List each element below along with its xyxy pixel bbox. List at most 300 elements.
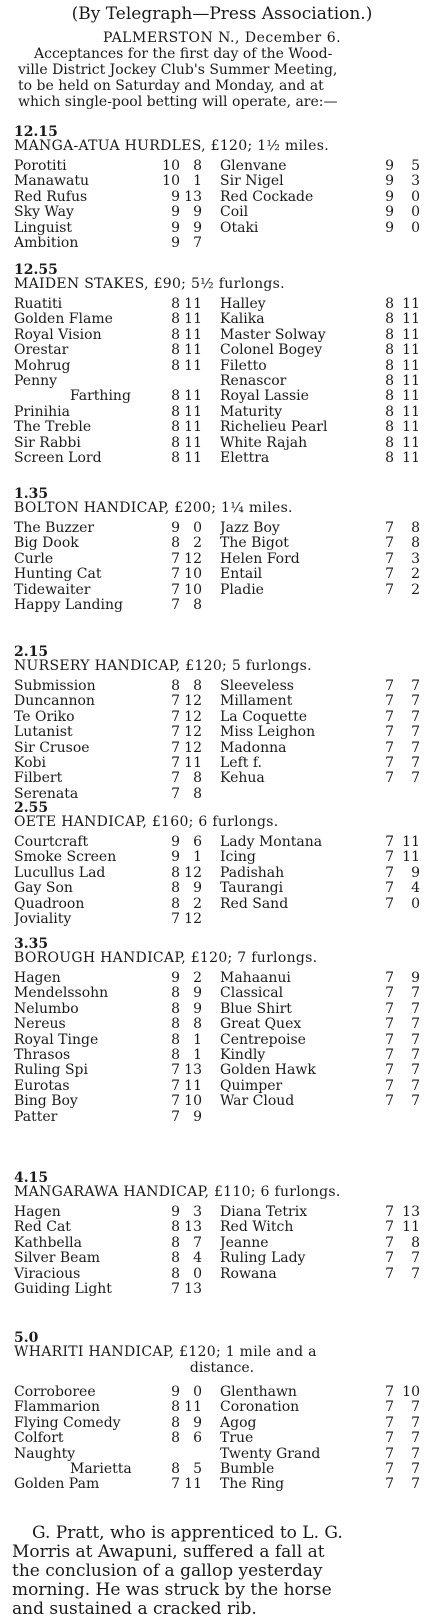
horse-name: Halley bbox=[220, 296, 266, 312]
weight-pounds: 11 bbox=[402, 834, 420, 850]
weight-stone: 8 bbox=[171, 1265, 180, 1282]
weight-stone: 7 bbox=[385, 678, 394, 694]
acceptance-row bbox=[14, 597, 422, 613]
weight-stone: 7 bbox=[385, 693, 394, 710]
race-title: NURSERY HANDICAP, £120; 5 furlongs. bbox=[14, 658, 312, 674]
horse-name: Hunting Cat bbox=[14, 566, 102, 583]
acceptance-row bbox=[14, 296, 422, 312]
weight-pounds: 0 bbox=[411, 219, 420, 236]
weight-stone: 8 bbox=[171, 342, 180, 359]
acceptance-row bbox=[14, 970, 422, 986]
weight-stone: 9 bbox=[385, 158, 394, 174]
weight-pounds: 6 bbox=[193, 834, 202, 850]
weight-stone: 8 bbox=[385, 296, 394, 312]
horse-name: Lady Montana bbox=[220, 834, 323, 850]
weight-pounds: 10 bbox=[184, 581, 202, 598]
acceptance-row bbox=[14, 985, 422, 1001]
weight-stone: 9 bbox=[171, 834, 180, 850]
horse-name: Agog bbox=[220, 1414, 257, 1431]
acceptance-row bbox=[14, 342, 422, 358]
weight-pounds: 10 bbox=[184, 566, 202, 583]
weight-pounds: 8 bbox=[411, 1234, 420, 1251]
news-line: the conclusion of a gallop yesterday bbox=[12, 1562, 323, 1581]
horse-name: Ruling Spi bbox=[14, 1062, 88, 1079]
weight-stone: 7 bbox=[385, 708, 394, 725]
weight-pounds: 8 bbox=[411, 520, 420, 536]
horse-name: Submission bbox=[14, 678, 96, 694]
weight-pounds: 8 bbox=[193, 678, 202, 694]
horse-name: Tidewaiter bbox=[14, 581, 91, 598]
weight-pounds: 9 bbox=[193, 219, 202, 236]
weight-pounds: 0 bbox=[193, 520, 202, 536]
weight-stone: 8 bbox=[385, 450, 394, 466]
horse-name: Ambition bbox=[14, 235, 79, 251]
horse-name: Red Cockade bbox=[220, 188, 314, 205]
horse-name: Flying Comedy bbox=[14, 1414, 121, 1431]
weight-stone: 8 bbox=[171, 880, 180, 897]
weight-stone: 7 bbox=[385, 1384, 394, 1400]
dateline: PALMERSTON N., December 6. bbox=[102, 30, 342, 46]
horse-name: The Bigot bbox=[220, 535, 289, 552]
race-time: 2.15 bbox=[14, 644, 49, 660]
acceptance-row bbox=[14, 1399, 422, 1415]
horse-name: Madonna bbox=[220, 739, 287, 756]
weight-pounds: 7 bbox=[411, 708, 420, 725]
horse-name: Pladie bbox=[220, 581, 264, 598]
weight-stone: 10 bbox=[162, 158, 180, 174]
weight-stone: 7 bbox=[385, 1093, 394, 1110]
weight-stone: 8 bbox=[171, 1047, 180, 1063]
horse-name: True bbox=[220, 1430, 254, 1447]
acceptance-row bbox=[14, 1047, 422, 1063]
weight-stone: 7 bbox=[385, 834, 394, 850]
weight-stone: 7 bbox=[171, 708, 180, 725]
acceptance-row bbox=[14, 1476, 422, 1492]
intro-paragraph bbox=[18, 46, 422, 110]
horse-name: Lutanist bbox=[14, 724, 73, 741]
horse-name: Glenvane bbox=[220, 158, 287, 174]
acceptance-row bbox=[14, 834, 422, 850]
horse-name: Coronation bbox=[220, 1399, 300, 1416]
horse-name: Mohrug bbox=[14, 357, 71, 374]
weight-pounds: 7 bbox=[411, 770, 420, 787]
horse-name: Entail bbox=[220, 566, 263, 583]
news-line: G. Pratt, who is apprenticed to L. G. bbox=[32, 1524, 343, 1543]
weight-pounds: 8 bbox=[193, 597, 202, 613]
weight-stone: 7 bbox=[385, 1414, 394, 1431]
weight-stone: 7 bbox=[385, 864, 394, 881]
weight-stone: 9 bbox=[171, 204, 180, 221]
weight-stone: 7 bbox=[171, 1476, 180, 1493]
horse-name: Taurangi bbox=[220, 880, 284, 897]
acceptance-row bbox=[14, 1430, 422, 1446]
weight-stone: 8 bbox=[171, 1000, 180, 1017]
acceptance-row bbox=[14, 173, 422, 189]
horse-name: Kindly bbox=[220, 1047, 266, 1063]
weight-stone: 8 bbox=[171, 1031, 180, 1048]
horse-name: Ruling Lady bbox=[220, 1250, 306, 1267]
weight-stone: 7 bbox=[385, 566, 394, 583]
news-line: morning. He was struck by the horse bbox=[12, 1581, 332, 1600]
acceptance-row bbox=[14, 678, 422, 694]
acceptance-row bbox=[14, 911, 422, 927]
weight-pounds: 13 bbox=[184, 1219, 202, 1236]
weight-stone: 7 bbox=[171, 1281, 180, 1297]
horse-name: Sir Crusoe bbox=[14, 739, 90, 756]
weight-stone: 8 bbox=[171, 1430, 180, 1447]
weight-stone: 7 bbox=[171, 1108, 180, 1125]
weight-pounds: 3 bbox=[411, 550, 420, 567]
weight-pounds: 11 bbox=[402, 849, 420, 866]
horse-name: Corroboree bbox=[14, 1384, 96, 1400]
weight-pounds: 11 bbox=[402, 388, 420, 405]
weight-pounds: 0 bbox=[411, 895, 420, 912]
news-line: Morris at Awapuni, suffered a fall at bbox=[12, 1543, 325, 1562]
horse-name: Courtcraft bbox=[14, 834, 89, 850]
horse-name: Viracious bbox=[14, 1265, 81, 1282]
horse-name: The Buzzer bbox=[14, 520, 95, 536]
race-time: 5.0 bbox=[14, 1330, 39, 1346]
race-title-continued: distance. bbox=[189, 1360, 255, 1376]
weight-stone: 8 bbox=[385, 419, 394, 436]
horse-name: Sir Nigel bbox=[220, 173, 284, 190]
weight-pounds: 11 bbox=[402, 450, 420, 466]
horse-name: Gay Son bbox=[14, 880, 73, 897]
horse-name: Manawatu bbox=[14, 173, 90, 190]
weight-stone: 8 bbox=[171, 1219, 180, 1236]
weight-stone: 7 bbox=[171, 770, 180, 787]
acceptance-row bbox=[14, 1093, 422, 1109]
weight-stone: 7 bbox=[385, 1219, 394, 1236]
horse-name: Quadroon bbox=[14, 895, 85, 912]
horse-name: Happy Landing bbox=[14, 597, 123, 613]
acceptance-row bbox=[14, 1235, 422, 1251]
weight-pounds: 7 bbox=[193, 1234, 202, 1251]
weight-stone: 7 bbox=[171, 1077, 180, 1094]
acceptance-row bbox=[14, 849, 422, 865]
weight-stone: 9 bbox=[385, 204, 394, 221]
horse-name: Flammarion bbox=[14, 1399, 101, 1416]
horse-name: Left f. bbox=[220, 755, 262, 771]
weight-pounds: 13 bbox=[184, 1281, 202, 1297]
weight-pounds: 7 bbox=[411, 1016, 420, 1033]
weight-stone: 7 bbox=[385, 985, 394, 1002]
acceptance-row bbox=[14, 880, 422, 896]
horse-name: Red Rufus bbox=[14, 188, 88, 205]
acceptance-row bbox=[14, 235, 422, 251]
race-time: 12.55 bbox=[14, 262, 58, 278]
acceptance-row bbox=[14, 373, 422, 389]
weight-pounds: 12 bbox=[184, 550, 202, 567]
horse-name: Screen Lord bbox=[14, 450, 102, 466]
weight-stone: 8 bbox=[171, 311, 180, 328]
weight-stone: 7 bbox=[171, 1093, 180, 1110]
weight-stone: 8 bbox=[171, 985, 180, 1002]
weight-stone: 8 bbox=[171, 535, 180, 552]
weight-pounds: 8 bbox=[193, 770, 202, 787]
weight-pounds: 9 bbox=[193, 204, 202, 221]
weight-stone: 9 bbox=[385, 173, 394, 190]
horse-name: Sleeveless bbox=[220, 678, 294, 694]
horse-name: Millament bbox=[220, 693, 293, 710]
horse-name: Duncannon bbox=[14, 693, 95, 710]
weight-pounds: 1 bbox=[193, 1047, 202, 1063]
weight-stone: 7 bbox=[385, 1062, 394, 1079]
weight-stone: 9 bbox=[385, 188, 394, 205]
horse-name: Helen Ford bbox=[220, 550, 300, 567]
weight-stone: 7 bbox=[385, 1250, 394, 1267]
acceptance-row bbox=[14, 1415, 422, 1431]
weight-stone: 7 bbox=[385, 1430, 394, 1447]
horse-name: Thrasos bbox=[14, 1047, 71, 1063]
weight-pounds: 11 bbox=[402, 434, 420, 451]
weight-stone: 8 bbox=[385, 403, 394, 420]
weight-pounds: 8 bbox=[193, 785, 202, 802]
weight-pounds: 7 bbox=[411, 1476, 420, 1493]
acceptance-row bbox=[14, 388, 422, 404]
weight-pounds: 3 bbox=[411, 173, 420, 190]
weight-stone: 7 bbox=[385, 1445, 394, 1462]
horse-name: Icing bbox=[220, 849, 256, 866]
weight-stone: 8 bbox=[171, 326, 180, 343]
weight-stone: 7 bbox=[385, 1204, 394, 1220]
acceptance-row bbox=[14, 1016, 422, 1032]
horse-name: Nelumbo bbox=[14, 1000, 79, 1017]
weight-stone: 7 bbox=[385, 1077, 394, 1094]
horse-name: Twenty Grand bbox=[220, 1445, 321, 1462]
horse-name: Kobi bbox=[14, 755, 46, 771]
weight-stone: 7 bbox=[171, 550, 180, 567]
acceptance-row bbox=[14, 1266, 422, 1282]
weight-pounds: 11 bbox=[184, 450, 202, 466]
weight-pounds: 7 bbox=[411, 693, 420, 710]
acceptance-row bbox=[14, 1062, 422, 1078]
weight-stone: 7 bbox=[385, 1476, 394, 1493]
weight-pounds: 12 bbox=[184, 739, 202, 756]
horse-name: Royal Tinge bbox=[14, 1031, 99, 1048]
horse-name: Maturity bbox=[220, 403, 283, 420]
weight-stone: 7 bbox=[385, 849, 394, 866]
acceptance-row bbox=[14, 724, 422, 740]
horse-name: Diana Tetrix bbox=[220, 1204, 308, 1220]
weight-pounds: 1 bbox=[193, 849, 202, 866]
weight-stone: 7 bbox=[385, 1016, 394, 1033]
horse-name: Otaki bbox=[220, 219, 259, 236]
weight-pounds: 7 bbox=[411, 678, 420, 694]
horse-name: Bumble bbox=[220, 1461, 275, 1477]
weight-pounds: 12 bbox=[184, 724, 202, 741]
horse-name: Bing Boy bbox=[14, 1093, 78, 1110]
weight-stone: 8 bbox=[171, 403, 180, 420]
weight-stone: 9 bbox=[171, 520, 180, 536]
weight-pounds: 7 bbox=[411, 1000, 420, 1017]
horse-name: Sir Rabbi bbox=[14, 434, 81, 451]
news-paragraph bbox=[12, 1524, 432, 1619]
acceptance-row bbox=[14, 865, 422, 881]
horse-name: Smoke Screen bbox=[14, 849, 117, 866]
horse-name: Coil bbox=[220, 204, 249, 221]
acceptance-row bbox=[14, 770, 422, 786]
weight-stone: 7 bbox=[385, 739, 394, 756]
horse-name: Nereus bbox=[14, 1016, 66, 1033]
acceptance-row bbox=[14, 1032, 422, 1048]
horse-name: Te Oriko bbox=[14, 708, 75, 725]
horse-name: Classical bbox=[220, 985, 284, 1002]
weight-pounds: 7 bbox=[411, 1077, 420, 1094]
weight-pounds: 1 bbox=[193, 173, 202, 190]
horse-name: Kathbella bbox=[14, 1234, 82, 1251]
weight-pounds: 9 bbox=[193, 1414, 202, 1431]
weight-pounds: 11 bbox=[184, 311, 202, 328]
race-title: MAIDEN STAKES, £90; 5½ furlongs. bbox=[14, 276, 285, 292]
horse-name: Naughty bbox=[14, 1445, 76, 1462]
weight-pounds: 4 bbox=[193, 1250, 202, 1267]
weight-pounds: 9 bbox=[411, 970, 420, 986]
weight-pounds: 11 bbox=[184, 1077, 202, 1094]
race-time: 4.15 bbox=[14, 1170, 49, 1186]
weight-pounds: 11 bbox=[402, 1219, 420, 1236]
weight-stone: 7 bbox=[385, 1399, 394, 1416]
weight-stone: 7 bbox=[385, 1461, 394, 1477]
weight-pounds: 4 bbox=[411, 880, 420, 897]
acceptance-row bbox=[14, 566, 422, 582]
horse-name: Filbert bbox=[14, 770, 63, 787]
horse-name: Curle bbox=[14, 550, 54, 567]
weight-stone: 9 bbox=[171, 235, 180, 251]
horse-name: Red Cat bbox=[14, 1219, 71, 1236]
intro-line: Acceptances for the first day of the Wood- bbox=[34, 46, 333, 62]
weight-pounds: 7 bbox=[411, 1445, 420, 1462]
weight-stone: 7 bbox=[171, 785, 180, 802]
weight-stone: 8 bbox=[171, 1461, 180, 1477]
weight-pounds: 13 bbox=[402, 1204, 420, 1220]
horse-name: Mahaanui bbox=[220, 970, 291, 986]
horse-name: Hagen bbox=[14, 1204, 61, 1220]
weight-pounds: 9 bbox=[193, 1108, 202, 1125]
weight-stone: 7 bbox=[385, 535, 394, 552]
horse-name: Guiding Light bbox=[14, 1281, 112, 1297]
horse-name: Penny bbox=[14, 373, 58, 389]
horse-name: Colfort bbox=[14, 1430, 64, 1447]
weight-pounds: 7 bbox=[411, 985, 420, 1002]
weight-pounds: 0 bbox=[411, 188, 420, 205]
weight-stone: 7 bbox=[385, 1047, 394, 1063]
weight-pounds: 7 bbox=[411, 1461, 420, 1477]
horse-name: Red Witch bbox=[220, 1219, 294, 1236]
acceptance-row bbox=[14, 1384, 422, 1400]
weight-pounds: 11 bbox=[402, 419, 420, 436]
horse-name: Glenthawn bbox=[220, 1384, 297, 1400]
horse-name: Golden Hawk bbox=[220, 1062, 316, 1079]
weight-pounds: 0 bbox=[193, 1265, 202, 1282]
weight-stone: 9 bbox=[171, 970, 180, 986]
weight-stone: 7 bbox=[385, 755, 394, 771]
weight-stone: 7 bbox=[171, 581, 180, 598]
weight-stone: 8 bbox=[171, 434, 180, 451]
horse-name: Kehua bbox=[220, 770, 265, 787]
acceptance-row bbox=[14, 450, 422, 466]
weight-pounds: 11 bbox=[184, 755, 202, 771]
acceptance-row bbox=[14, 693, 422, 709]
acceptance-row bbox=[14, 220, 422, 236]
weight-pounds: 11 bbox=[402, 296, 420, 312]
horse-name: Big Dook bbox=[14, 535, 79, 552]
horse-name: Lucullus Lad bbox=[14, 864, 106, 881]
weight-stone: 8 bbox=[171, 678, 180, 694]
weight-stone: 7 bbox=[171, 911, 180, 927]
acceptance-row bbox=[14, 1461, 422, 1477]
acceptance-row bbox=[14, 358, 422, 374]
weight-stone: 8 bbox=[171, 419, 180, 436]
horse-name: Sky Way bbox=[14, 204, 74, 221]
weight-pounds: 7 bbox=[411, 739, 420, 756]
horse-name: Great Quex bbox=[220, 1016, 302, 1033]
weight-pounds: 11 bbox=[184, 1399, 202, 1416]
race-title: MANGARAWA HANDICAP, £110; 6 furlongs. bbox=[14, 1184, 341, 1200]
acceptance-row bbox=[14, 551, 422, 567]
race-time: 1.35 bbox=[14, 486, 49, 502]
acceptance-row bbox=[14, 158, 422, 174]
weight-pounds: 11 bbox=[402, 357, 420, 374]
horse-name: The Ring bbox=[220, 1476, 285, 1493]
weight-pounds: 2 bbox=[193, 535, 202, 552]
intro-line: which single-pool betting will operate, are:— bbox=[18, 94, 338, 110]
weight-pounds: 8 bbox=[411, 535, 420, 552]
weight-pounds: 12 bbox=[184, 864, 202, 881]
horse-name: Hagen bbox=[14, 970, 61, 986]
weight-pounds: 0 bbox=[193, 1384, 202, 1400]
weight-stone: 8 bbox=[171, 357, 180, 374]
race-title: OETE HANDICAP, £160; 6 furlongs. bbox=[14, 814, 279, 830]
weight-stone: 8 bbox=[171, 1414, 180, 1431]
race-title: BOLTON HANDICAP, £200; 1¼ miles. bbox=[14, 500, 293, 516]
weight-pounds: 7 bbox=[411, 1399, 420, 1416]
horse-name: Jeanne bbox=[220, 1234, 269, 1251]
acceptance-row bbox=[14, 327, 422, 343]
weight-pounds: 11 bbox=[402, 326, 420, 343]
weight-pounds: 11 bbox=[184, 434, 202, 451]
weight-stone: 7 bbox=[171, 566, 180, 583]
weight-pounds: 2 bbox=[193, 895, 202, 912]
horse-name: White Rajah bbox=[220, 434, 308, 451]
weight-pounds: 2 bbox=[411, 566, 420, 583]
weight-stone: 8 bbox=[171, 296, 180, 312]
weight-stone: 7 bbox=[385, 550, 394, 567]
weight-stone: 7 bbox=[385, 724, 394, 741]
horse-name: Prinihia bbox=[14, 403, 70, 420]
weight-pounds: 11 bbox=[184, 1476, 202, 1493]
weight-pounds: 8 bbox=[193, 1016, 202, 1033]
weight-pounds: 12 bbox=[184, 693, 202, 710]
horse-name: Patter bbox=[14, 1108, 58, 1125]
horse-name: Elettra bbox=[220, 450, 270, 466]
weight-pounds: 8 bbox=[193, 158, 202, 174]
weight-pounds: 11 bbox=[402, 311, 420, 328]
weight-stone: 8 bbox=[385, 434, 394, 451]
horse-name: Royal Lassie bbox=[220, 388, 309, 405]
weight-stone: 9 bbox=[171, 188, 180, 205]
acceptance-row bbox=[14, 1078, 422, 1094]
weight-stone: 9 bbox=[171, 849, 180, 866]
weight-pounds: 2 bbox=[411, 581, 420, 598]
weight-pounds: 6 bbox=[193, 1430, 202, 1447]
weight-stone: 7 bbox=[385, 970, 394, 986]
acceptance-row bbox=[14, 1001, 422, 1017]
weight-stone: 8 bbox=[171, 1250, 180, 1267]
intro-line: to be held on Saturday and Monday, and at bbox=[18, 78, 324, 94]
horse-name: Farthing bbox=[70, 388, 131, 405]
weight-stone: 8 bbox=[385, 311, 394, 328]
